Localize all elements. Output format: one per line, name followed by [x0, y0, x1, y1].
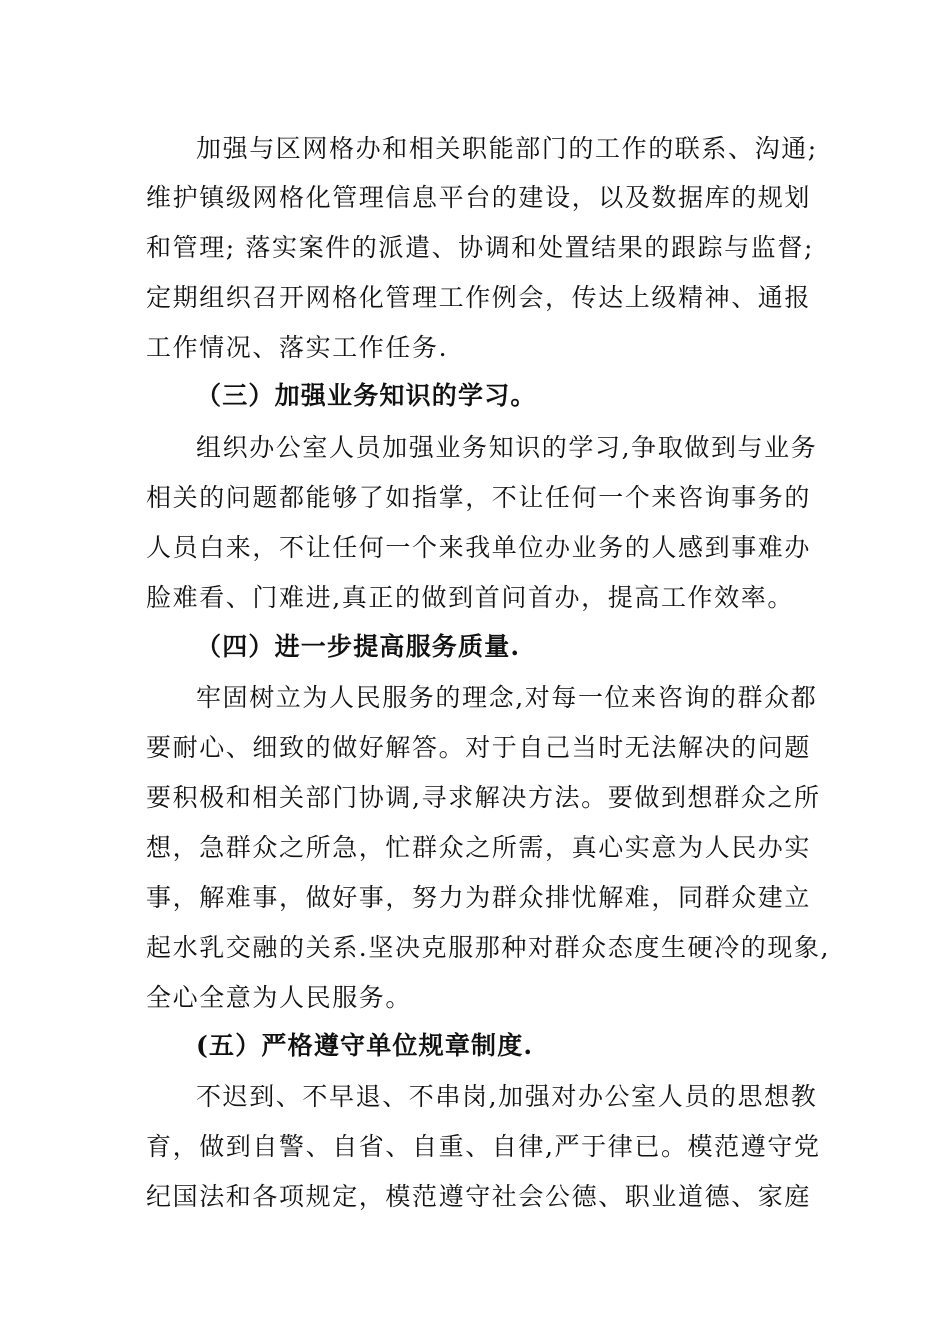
- paragraph-line: 纪国法和各项规定，模范遵守社会公德、职业道德、家庭: [146, 1182, 812, 1211]
- paragraph-line: 想，急群众之所急，忙群众之所需，真心实意为人民办实: [146, 833, 812, 862]
- section-heading-3: （三）加强业务知识的学习。: [196, 381, 537, 410]
- paragraph-line: 组织办公室人员加强业务知识的学习,争取做到与业务: [196, 433, 818, 462]
- paragraph-line: 牢固树立为人民服务的理念,对每一位来咨询的群众都: [196, 683, 818, 712]
- section-heading-4: （四）进一步提高服务质量.: [196, 632, 521, 661]
- paragraph-line: 全心全意为人民服务。: [146, 983, 413, 1012]
- paragraph-line: 育，做到自警、自省、自重、自律,严于律已。模范遵守党: [146, 1132, 821, 1161]
- paragraph-line: 起水乳交融的关系.坚决克服那种对群众态度生硬冷的现象,: [146, 933, 831, 962]
- paragraph-line: 工作情况、落实工作任务.: [146, 333, 449, 362]
- paragraph-line: 维护镇级网格化管理信息平台的建设，以及数据库的规划: [146, 183, 812, 212]
- section-heading-5: (五）严格遵守单位规章制度.: [196, 1031, 534, 1060]
- paragraph-line: 事，解难事，做好事，努力为群众排忧解难，同群众建立: [146, 883, 812, 912]
- paragraph-line: 要耐心、细致的做好解答。对于自己当时无法解决的问题: [146, 733, 812, 762]
- paragraph-line: 相关的问题都能够了如指掌，不让任何一个来咨询事务的: [146, 483, 812, 512]
- paragraph-line: 脸难看、门难进,真正的做到首问首办，提高工作效率。: [146, 583, 794, 612]
- paragraph-line: 要积极和相关部门协调,寻求解决方法。要做到想群众之所: [146, 783, 821, 812]
- paragraph-line: 定期组织召开网格化管理工作例会，传达上级精神、通报: [146, 283, 812, 312]
- paragraph-line: 人员白来，不让任何一个来我单位办业务的人感到事难办: [146, 533, 812, 562]
- paragraph-line: 和管理; 落实案件的派遣、协调和处置结果的跟踪与监督;: [146, 233, 814, 262]
- paragraph-line: 不迟到、不早退、不串岗,加强对办公室人员的思想教: [196, 1082, 818, 1111]
- paragraph-line: 加强与区网格办和相关职能部门的工作的联系、沟通;: [196, 134, 818, 163]
